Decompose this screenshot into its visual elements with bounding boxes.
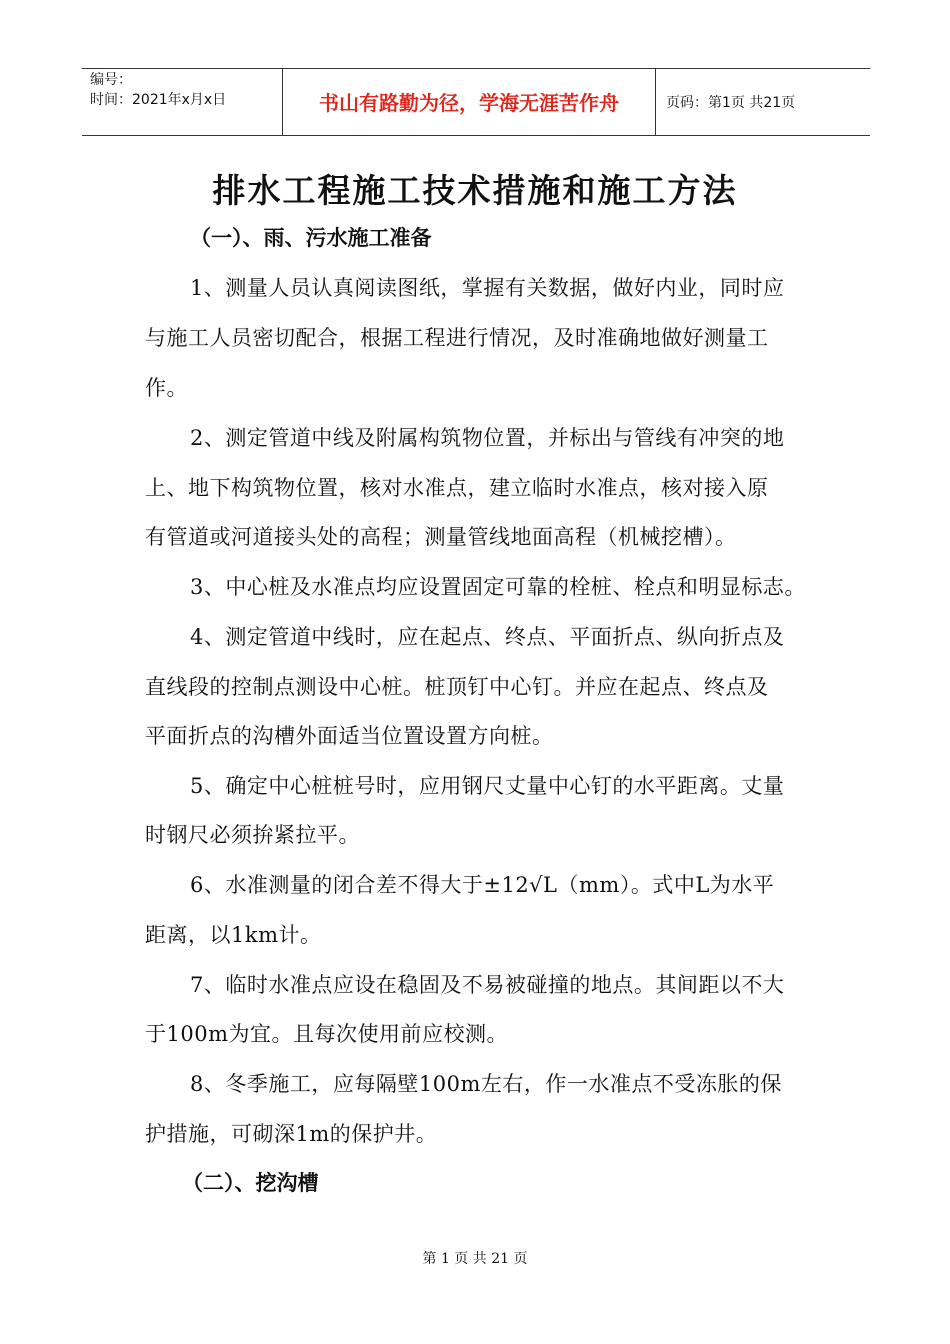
body-line: 7、临时水准点应设在稳固及不易被碰撞的地点。其间距以不大 <box>190 973 785 997</box>
body-line: 有管道或河道接头处的高程；测量管线地面高程（机械挖槽）。 <box>145 525 737 549</box>
section-heading-1: （一）、雨、污水施工准备 <box>190 226 432 250</box>
body-line: 8、冬季施工，应每隔壁100m左右，作一水准点不受冻胀的保 <box>190 1072 782 1096</box>
header-bottom-rule <box>82 135 870 136</box>
header-time-label: 时间：2021年x月x日 <box>90 92 227 108</box>
body-line: 与施工人员密切配合，根据工程进行情况，及时准确地做好测量工 <box>145 326 769 350</box>
body-line: 1、测量人员认真阅读图纸，掌握有关数据，做好内业，同时应 <box>190 276 785 300</box>
body-line: 距离，以1km计。 <box>145 923 322 947</box>
body-line: 于100m为宜。且每次使用前应校测。 <box>145 1022 508 1046</box>
body-line: 护措施，可砌深1m的保护井。 <box>145 1122 438 1146</box>
body-line: 作。 <box>145 376 188 400</box>
body-line: 2、测定管道中线及附属构筑物位置，并标出与管线有冲突的地 <box>190 426 785 450</box>
body-line: 上、地下构筑物位置，核对水准点，建立临时水准点，核对接入原 <box>145 476 769 500</box>
header-motto-box <box>282 68 656 135</box>
header-meta <box>90 70 226 110</box>
document-title: 排水工程施工技术措施和施工方法 <box>212 171 738 210</box>
header-page-info: 页码：第1页 共21页 <box>666 95 796 111</box>
body-line: 5、确定中心桩桩号时，应用钢尺丈量中心钉的水平距离。丈量 <box>190 774 785 798</box>
header-motto: 书山有路勤为径，学海无涯苦作舟 <box>319 91 619 115</box>
body-line: 直线段的控制点测设中心桩。桩顶钉中心钉。并应在起点、终点及 <box>145 675 769 699</box>
body-line: 时钢尺必须拚紧拉平。 <box>145 823 360 847</box>
body-line: 4、测定管道中线时，应在起点、终点、平面折点、纵向折点及 <box>190 625 785 649</box>
body-line: 平面折点的沟槽外面适当位置设置方向桩。 <box>145 724 554 748</box>
section-heading-2: （二）、挖沟槽 <box>182 1171 319 1195</box>
body-line: 6、水准测量的闭合差不得大于±12√L（mm）。式中L为水平 <box>190 873 775 897</box>
body-line: 3、中心桩及水准点均应设置固定可靠的栓桩、栓点和明显标志。 <box>190 575 806 599</box>
page-footer: 第 1 页 共 21 页 <box>422 1251 528 1267</box>
header-number-label: 编号： <box>90 72 132 88</box>
